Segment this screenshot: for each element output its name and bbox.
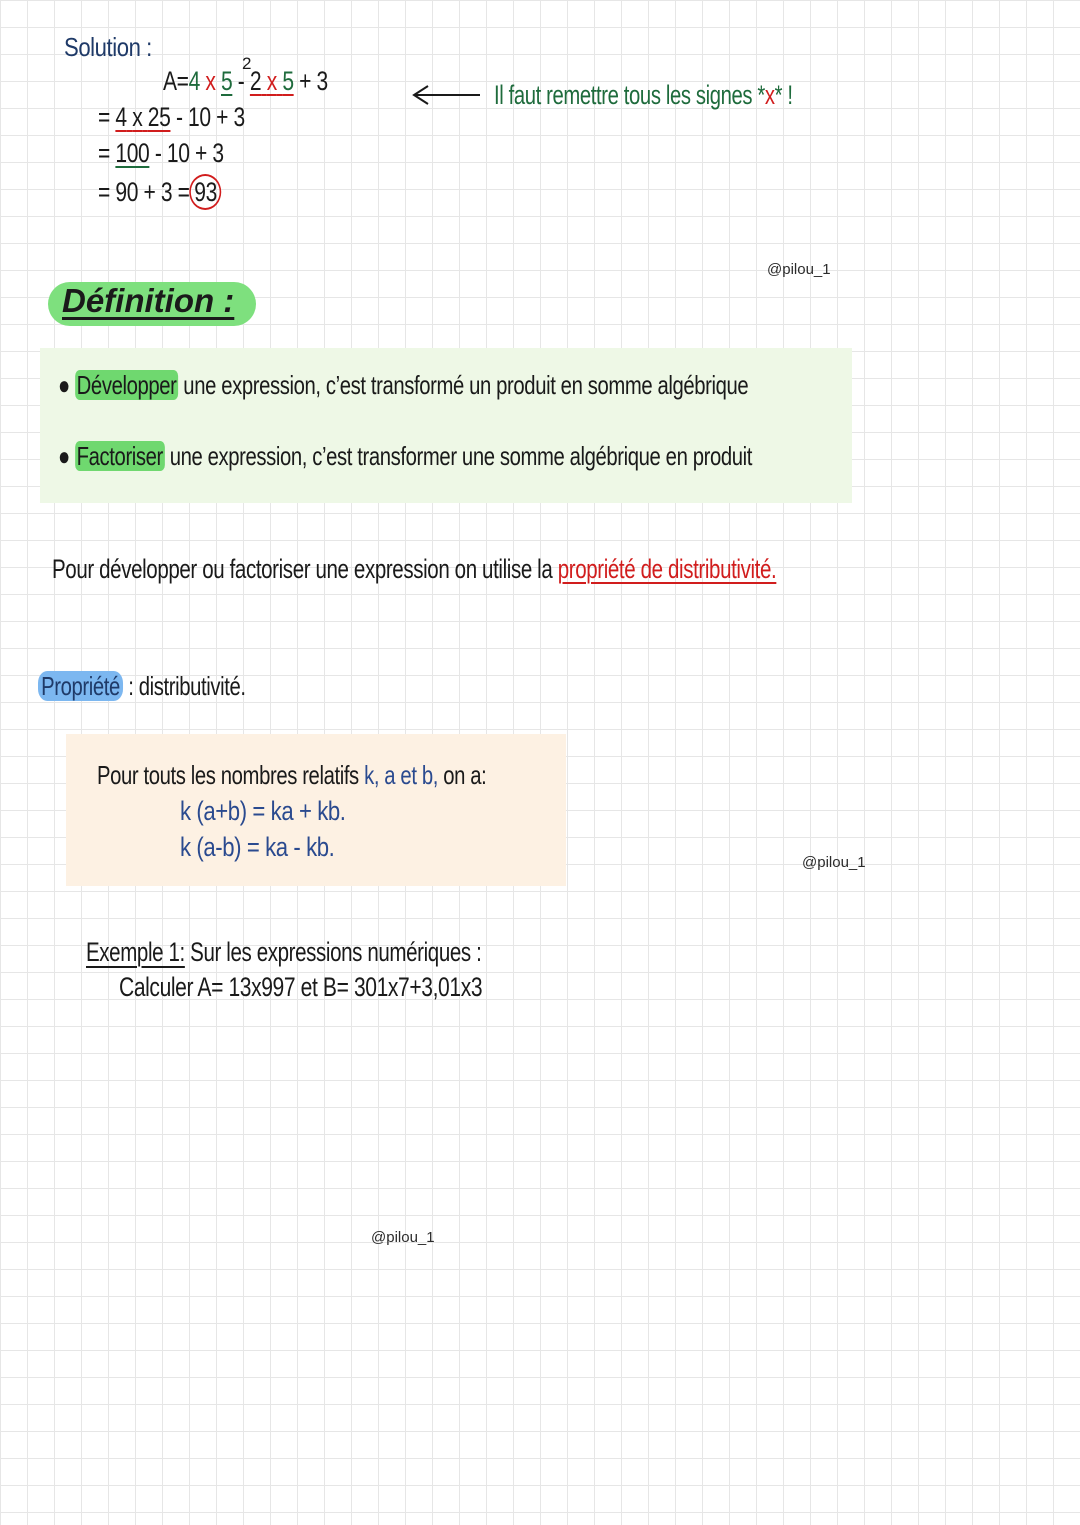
watermark: @pilou_1 <box>767 261 831 278</box>
keyword-factoriser: Factoriser <box>76 441 163 471</box>
example-heading: Exemple 1: Sur les expressions numériques : <box>86 937 482 967</box>
expression-line-3: = 100 - 10 + 3 <box>98 138 224 168</box>
expression-line-1: A=4 x 5 - 2 x 5 + 3 <box>163 66 328 96</box>
property-heading: Propriété : distributivité. <box>38 671 304 702</box>
keyword-developper: Développer <box>76 370 177 400</box>
formula-sum: k (a+b) = ka + kb. <box>180 796 346 826</box>
exponent-two: 2 <box>242 54 251 73</box>
watermark: @pilou_1 <box>802 854 866 871</box>
result-circle: 93 <box>190 174 222 210</box>
expression-line-2: = 4 x 25 - 10 + 3 <box>98 102 245 132</box>
definition-bullet-1: ● Développer une expression, c’est transformé un produit en somme algébrique <box>58 370 749 400</box>
solution-label: Solution : <box>64 32 152 62</box>
distributivity-link: propriété de distributivité. <box>557 554 777 584</box>
left-arrow-icon <box>410 84 482 106</box>
example-label: Exemple 1: <box>86 937 185 967</box>
property-label: Propriété <box>38 671 123 701</box>
formula-difference: k (a-b) = ka - kb. <box>180 832 335 862</box>
definition-title: Définition : <box>62 282 235 319</box>
note-text: Il faut remettre tous les signes *x* ! <box>494 80 793 110</box>
watermark: @pilou_1 <box>371 1229 435 1246</box>
definition-bullet-2: ● Factoriser une expression, c’est transformer une somme algébrique en produit <box>58 441 752 471</box>
distributivity-sentence: Pour développer ou factoriser une expression on utilise la propriété de distributivité. <box>52 554 777 584</box>
property-intro: Pour touts les nombres relatifs k, a et b, on a: <box>97 760 487 790</box>
expression-line-4: = 90 + 3 = 93 <box>98 174 222 210</box>
example-task: Calculer A= 13x997 et B= 301x7+3,01x3 <box>119 972 483 1002</box>
